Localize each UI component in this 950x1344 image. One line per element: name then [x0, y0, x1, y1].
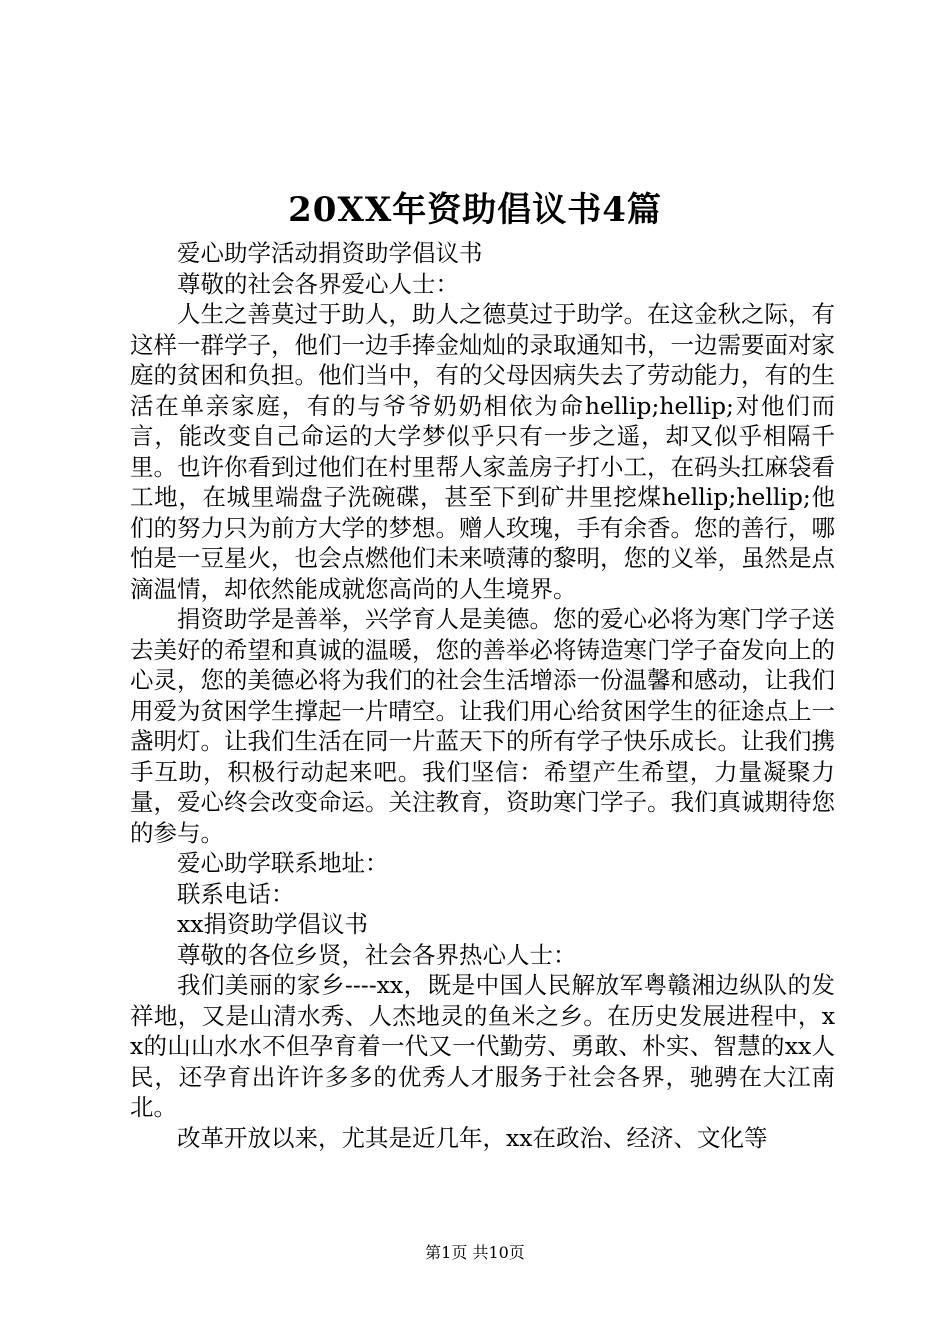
paragraph: 爱心助学联系地址：: [177, 849, 389, 877]
paragraph: 人生之善莫过于助人，助人之德莫过于助学。在这金秋之际，有这样一群学子，他们一边手捧金灿灿的录取通知书，一边需要面对家庭的贫困和负担。他们当中，有的父母因病失去了劳动能力，有的生活在单亲家庭，有的与爷爷奶奶相依为命hellip;hellip;对他们而言，能改变自己命运的大学梦似乎只有一步之遥，却又似乎相隔千里。也许你看到过他们在村里帮人家盖房子打小工，在码头扛麻袋看工地，在城里端盘子洗碗碟，甚至下到矿井里挖煤hellip;hellip;他们的努力只为前方大学的梦想。赠人玫瑰，手有余香。您的善行，哪怕是一豆星火，也会点燃他们未来喷薄的黎明，您的义举，虽然是点滴温情，却依然能成就您高尚的人生境界。: [130, 300, 835, 603]
paragraph: 我们美丽的家乡----xx，既是中国人民解放军粤赣湘边纵队的发祥地，又是山清水秀、人杰地灵的鱼米之乡。在历史发展进程中，xx的山山水水不但孕育着一代又一代勤劳、勇敢、朴实、智慧的xx人民，还孕育出许许多多的优秀人才服务于社会各界，驰骋在大江南北。: [130, 971, 835, 1121]
document-body: [130, 238, 835, 1153]
paragraph: 尊敬的各位乡贤，社会各界热心人士：: [177, 940, 577, 969]
paragraph: 改革开放以来，尤其是近几年，xx在政治、经济、文化等: [177, 1123, 768, 1152]
paragraph: xx捐资助学倡议书: [177, 910, 369, 938]
paragraph: 尊敬的社会各界爱心人士：: [177, 269, 459, 298]
paragraph: 联系电话：: [177, 879, 295, 908]
page-footer: 第1页 共10页: [425, 1243, 525, 1262]
document-title: 20XX年资助倡议书4篇: [288, 190, 662, 230]
paragraph: 爱心助学活动捐资助学倡议书: [177, 239, 483, 267]
paragraph: 捐资助学是善举，兴学育人是美德。您的爱心必将为寒门学子送去美好的希望和真诚的温暖，您的善举必将铸造寒门学子奋发向上的心灵，您的美德必将为我们的社会生活增添一份温馨和感动，让我们用爱为贫困学生撑起一片晴空。让我们用心给贫困学生的征途点上一盏明灯。让我们生活在同一片蓝天下的所有学子快乐成长。让我们携手互助，积极行动起来吧。我们坚信：希望产生希望，力量凝聚力量，爱心终会改变命运。关注教育，资助寒门学子。我们真诚期待您的参与。: [130, 605, 835, 847]
